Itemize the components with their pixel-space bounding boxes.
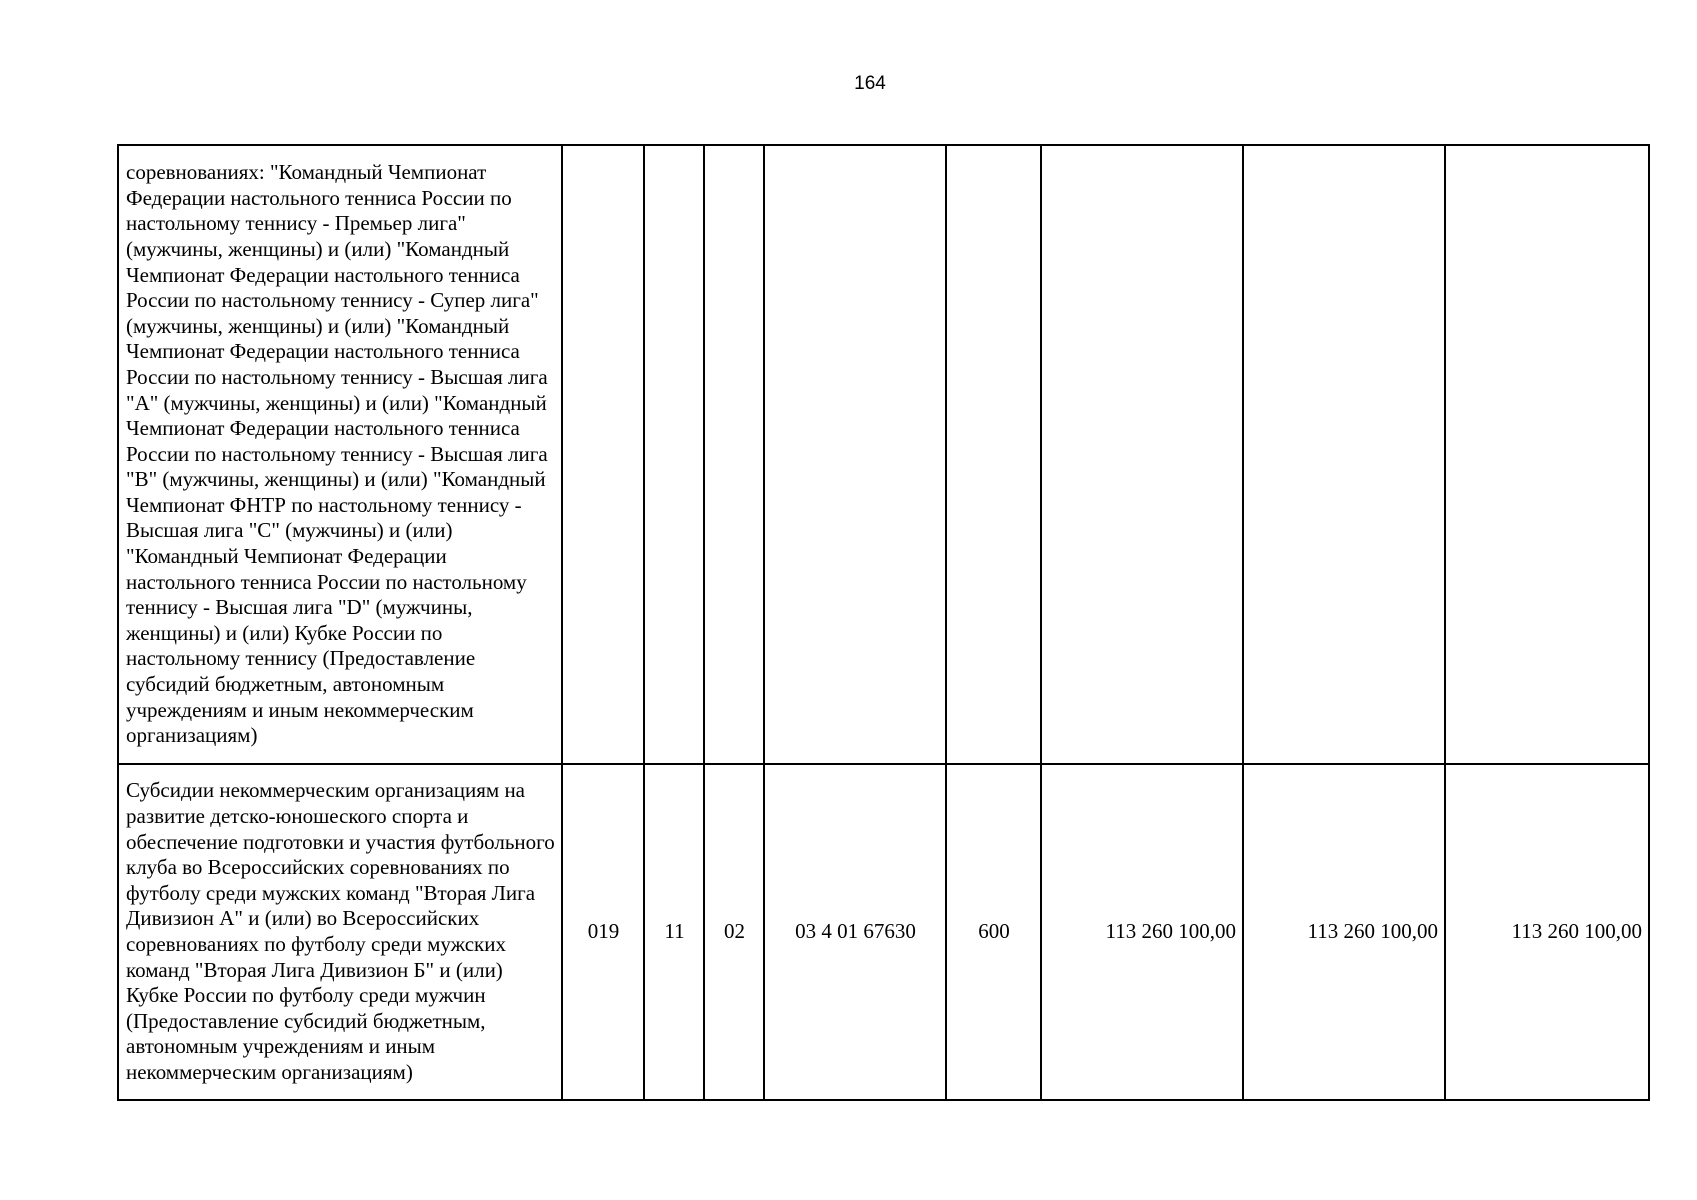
table-row xyxy=(118,145,1649,764)
row-subsection: 02 xyxy=(704,764,764,1100)
row-code: 019 xyxy=(562,764,644,1100)
row-subsection xyxy=(704,145,764,764)
row-amount-3 xyxy=(1445,145,1649,764)
row-amount-2 xyxy=(1243,145,1445,764)
row-target-article xyxy=(764,145,946,764)
row-expense-type: 600 xyxy=(946,764,1041,1100)
row-amount-3: 113 260 100,00 xyxy=(1445,764,1649,1100)
budget-table xyxy=(117,144,1650,1101)
row-description: соревнованиях: "Командный Чемпионат Федерации настольного тенниса России по настольному теннису - Премьер лига" (мужчины, женщины) и (или) "Командный Чемпионат Федерации настольного тенниса России по настольному теннису - Супер лига" (мужчины, женщины) и (или) "Командный Чемпионат Федерации настольного тенниса России по настольному теннису - Высшая лига "А" (мужчины, женщины) и (или) "Командный Чемпионат Федерации настольного тенниса России по настольному теннису - Высшая лига "В" (мужчины, женщины) и (или) "Командный Чемпионат ФНТР по настольному теннису - Высшая лига "С" (мужчины) и (или) "Командный Чемпионат Федерации настольного тенниса России по настольному теннису - Высшая лига "D" (мужчины, женщины) и (или) Кубке России по настольному теннису (Предоставление субсидий бюджетным, автономным учреждениям и иным некоммерческим организациям) xyxy=(118,145,562,764)
row-section: 11 xyxy=(644,764,704,1100)
table-row xyxy=(118,764,1649,1100)
page-number: 164 xyxy=(854,73,886,94)
row-code xyxy=(562,145,644,764)
row-description: Субсидии некоммерческим организациям на развитие детско-юношеского спорта и обеспечение подготовки и участия футбольного клуба во Всероссийских соревнованиях по футболу среди мужских команд "Вторая Лига Дивизион А" и (или) во Всероссийских соревнованиях по футболу среди мужских команд "Вторая Лига Дивизион Б" и (или) Кубке России по футболу среди мужчин (Предоставление субсидий бюджетным, автономным учреждениям и иным некоммерческим организациям) xyxy=(118,764,562,1100)
row-amount-1 xyxy=(1041,145,1243,764)
row-amount-1: 113 260 100,00 xyxy=(1041,764,1243,1100)
row-target-article: 03 4 01 67630 xyxy=(764,764,946,1100)
row-section xyxy=(644,145,704,764)
row-amount-2: 113 260 100,00 xyxy=(1243,764,1445,1100)
row-expense-type xyxy=(946,145,1041,764)
